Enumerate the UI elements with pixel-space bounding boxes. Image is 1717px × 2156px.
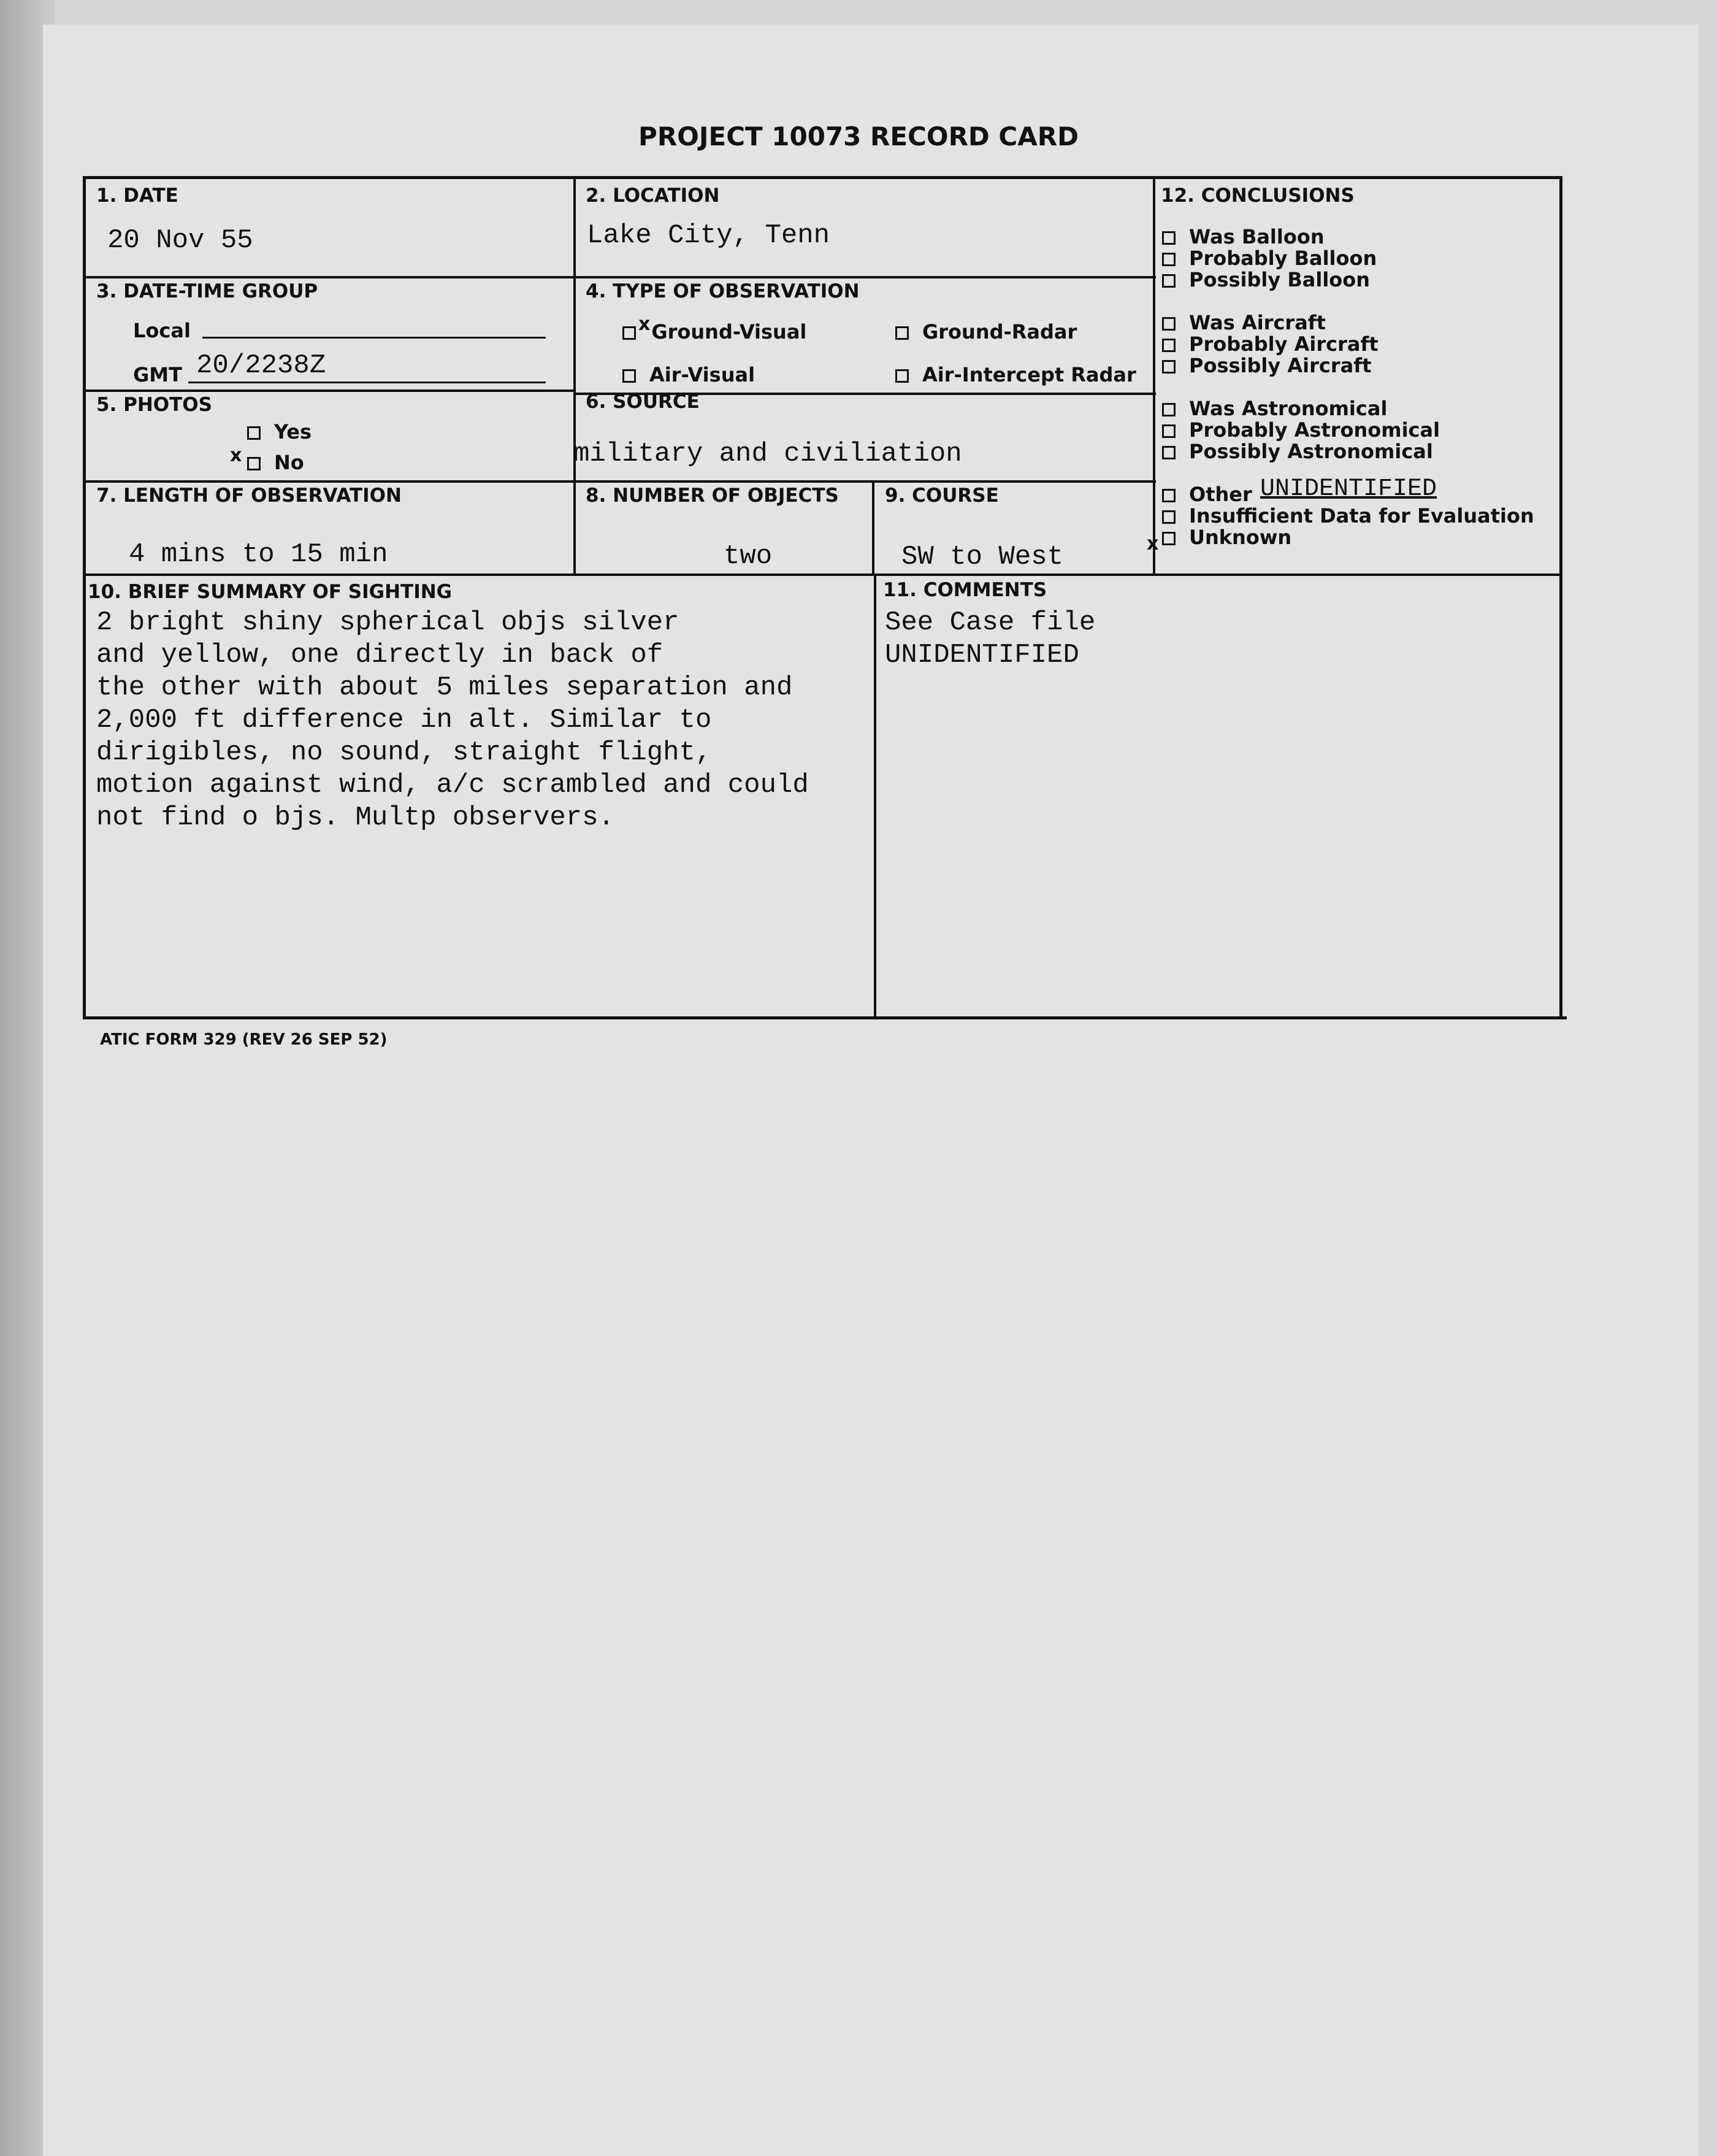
checkbox[interactable] xyxy=(247,457,261,470)
comments-line: See Case file xyxy=(885,607,1096,638)
option-label: Ground-Radar xyxy=(922,320,1077,343)
conclusion-possibly-balloon[interactable] xyxy=(1162,268,1370,291)
option-label: Possibly Aircraft xyxy=(1189,354,1372,377)
obs-option-ground-visual[interactable] xyxy=(622,313,807,343)
option-label: Insufficient Data for Evaluation xyxy=(1189,504,1534,527)
obs-option-air-intercept-radar[interactable] xyxy=(895,363,1136,386)
conclusion-probably-balloon[interactable] xyxy=(1162,247,1377,270)
conclusion-other[interactable] xyxy=(1162,483,1252,506)
option-label: Probably Aircraft xyxy=(1189,332,1379,356)
obs-option-ground-radar[interactable] xyxy=(895,320,1077,343)
conclusion-insufficient-data[interactable] xyxy=(1162,504,1534,527)
divider-h-3 xyxy=(83,389,576,392)
summary-line: the other with about 5 miles separation and xyxy=(96,672,793,703)
checkbox[interactable] xyxy=(895,369,909,383)
card-border-right xyxy=(1559,176,1562,1019)
checkbox[interactable] xyxy=(1162,360,1176,374)
date-label: 1. DATE xyxy=(96,185,178,207)
summary-line: and yellow, one directly in back of xyxy=(96,640,663,670)
checkbox[interactable] xyxy=(247,426,261,440)
checkbox[interactable] xyxy=(1162,231,1176,245)
checkbox[interactable] xyxy=(1162,532,1176,545)
check-mark: x xyxy=(1147,533,1159,554)
conclusion-possibly-aircraft[interactable] xyxy=(1162,354,1371,377)
option-label: Air-Intercept Radar xyxy=(922,363,1136,386)
check-mark: x xyxy=(230,445,242,466)
card-title: PROJECT 10073 RECORD CARD xyxy=(638,121,1079,152)
conclusion-other-value: UNIDENTIFIED xyxy=(1260,475,1437,503)
date-value: 20 Nov 55 xyxy=(107,225,253,256)
type-of-observation-label: 4. TYPE OF OBSERVATION xyxy=(586,280,860,302)
conclusion-was-astronomical[interactable] xyxy=(1162,397,1387,420)
conclusion-was-aircraft[interactable] xyxy=(1162,311,1326,334)
divider-v-2 xyxy=(1153,176,1155,576)
option-label: Was Astronomical xyxy=(1189,397,1388,420)
option-label: No xyxy=(274,451,304,474)
local-underline xyxy=(202,337,546,339)
divider-h-1 xyxy=(83,276,1156,278)
summary-line: motion against wind, a/c scrambled and could xyxy=(96,770,809,800)
conclusion-unknown[interactable] xyxy=(1162,526,1291,549)
option-label: Probably Astronomical xyxy=(1189,418,1440,442)
checkbox[interactable] xyxy=(622,369,636,383)
divider-h-4 xyxy=(83,480,1156,483)
option-label: Was Balloon xyxy=(1189,225,1325,248)
card-border-top xyxy=(83,176,1559,179)
card-border-bottom xyxy=(83,1016,1567,1019)
number-of-objects-label: 8. NUMBER OF OBJECTS xyxy=(586,485,839,507)
source-label: 6. SOURCE xyxy=(586,391,700,413)
local-label: Local xyxy=(133,319,191,342)
conclusion-possibly-astronomical[interactable] xyxy=(1162,440,1433,463)
gmt-underline xyxy=(188,382,546,383)
option-label: Air-Visual xyxy=(649,363,755,386)
summary-line: 2 bright shiny spherical objs silver xyxy=(96,607,679,638)
summary-line: dirigibles, no sound, straight flight, xyxy=(96,737,712,768)
brief-summary-label: 10. BRIEF SUMMARY OF SIGHTING xyxy=(88,581,453,603)
conclusions-label: 12. CONCLUSIONS xyxy=(1161,185,1355,207)
length-of-observation-label: 7. LENGTH OF OBSERVATION xyxy=(96,485,402,507)
location-label: 2. LOCATION xyxy=(586,185,720,207)
conclusion-was-balloon[interactable] xyxy=(1162,225,1325,248)
option-label: Other xyxy=(1189,483,1252,506)
conclusion-probably-astronomical[interactable] xyxy=(1162,418,1440,442)
option-label: Yes xyxy=(274,420,312,443)
option-label: Was Aircraft xyxy=(1189,311,1326,334)
check-mark: x xyxy=(638,313,651,335)
gmt-label: GMT xyxy=(133,363,182,386)
option-label: Possibly Balloon xyxy=(1189,268,1371,291)
card-border-left xyxy=(83,176,86,1019)
obs-option-air-visual[interactable] xyxy=(622,363,755,386)
number-of-objects-value: two xyxy=(724,541,773,572)
checkbox[interactable] xyxy=(1162,424,1176,438)
divider-v-3 xyxy=(872,481,874,575)
course-label: 9. COURSE xyxy=(885,485,999,507)
conclusion-probably-aircraft[interactable] xyxy=(1162,332,1379,356)
checkbox[interactable] xyxy=(1162,253,1176,266)
record-card xyxy=(83,176,1567,1019)
option-label: Unknown xyxy=(1189,526,1292,549)
checkbox[interactable] xyxy=(895,326,909,340)
divider-v-1 xyxy=(573,176,576,576)
form-footer: ATIC FORM 329 (REV 26 SEP 52) xyxy=(100,1030,388,1049)
source-value: military and civiliation xyxy=(573,439,962,469)
photos-option-no[interactable] xyxy=(247,451,304,474)
checkbox[interactable] xyxy=(1162,274,1176,288)
date-time-group-label: 3. DATE-TIME GROUP xyxy=(96,280,318,302)
photos-label: 5. PHOTOS xyxy=(96,394,212,416)
checkbox[interactable] xyxy=(1162,317,1176,331)
summary-line: not find o bjs. Multp observers. xyxy=(96,802,614,833)
comments-line: UNIDENTIFIED xyxy=(885,640,1079,670)
summary-line: 2,000 ft difference in alt. Similar to xyxy=(96,705,712,735)
length-of-observation-value: 4 mins to 15 min xyxy=(129,539,388,570)
comments-label: 11. COMMENTS xyxy=(883,579,1047,601)
checkbox[interactable] xyxy=(1162,489,1176,502)
course-value: SW to West xyxy=(901,542,1064,572)
checkbox[interactable] xyxy=(1162,403,1176,416)
option-label: Ground-Visual xyxy=(651,320,807,343)
option-label: Probably Balloon xyxy=(1189,247,1377,270)
gmt-value: 20/2238Z xyxy=(196,350,326,381)
checkbox[interactable] xyxy=(1162,446,1176,459)
divider-h-5 xyxy=(83,574,1562,576)
checkbox[interactable] xyxy=(622,326,636,340)
option-label: Possibly Astronomical xyxy=(1189,440,1433,463)
photos-option-yes[interactable] xyxy=(247,420,312,443)
divider-v-4 xyxy=(874,574,876,1018)
location-value: Lake City, Tenn xyxy=(587,220,830,251)
checkbox[interactable] xyxy=(1162,510,1176,524)
checkbox[interactable] xyxy=(1162,339,1176,352)
